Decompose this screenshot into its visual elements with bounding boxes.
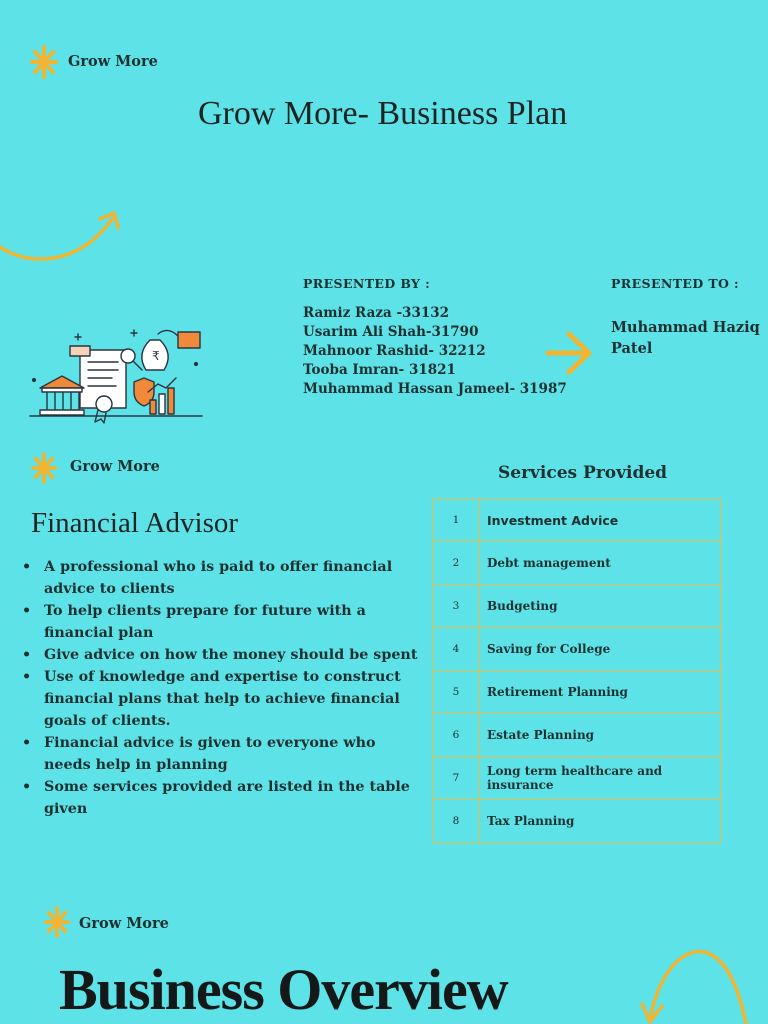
presenters-list [303,304,567,399]
sparkle-icon [30,451,58,485]
presenter-name: Muhammad Hassan Jameel- 31987 [303,381,567,397]
list-item: • Use of knowledge and expertise to construct financial plans that help to achieve financial goals of clients. [34,666,424,732]
list-item: • Financial advice is given to everyone who needs help in planning [34,732,424,776]
table-cell-service: Retirement Planning [479,671,722,714]
table-row [434,757,722,800]
sparkle-icon [43,905,71,939]
presented-to-name-line: Patel [611,340,653,357]
table-row [434,800,722,843]
list-item: • To help clients prepare for future with a financial plan [34,600,424,644]
table-cell-number: 2 [434,542,479,585]
table-cell-number: 3 [434,585,479,628]
presenter-name: Usarim Ali Shah-31790 [303,324,479,340]
table-cell-service: Budgeting [479,585,722,628]
services-title: Services Provided [498,463,668,483]
presenter-name: Tooba Imran- 31821 [303,362,456,378]
table-cell-number: 4 [434,628,479,671]
finance-illustration-icon [26,318,206,426]
table-row [434,671,722,714]
table-cell-number: 1 [434,499,479,542]
brand-label: Grow More [70,458,160,475]
section-title: Financial Advisor [31,507,239,539]
sparkle-icon [29,44,59,80]
table-cell-number: 7 [434,757,479,800]
table-cell-service: Investment Advice [479,499,722,542]
table-cell-service: Estate Planning [479,714,722,757]
advisor-bullet-list [22,556,424,820]
presented-by-label: PRESENTED BY : [303,276,431,291]
table-row [434,585,722,628]
list-item: • Some services provided are listed in the table given [34,776,424,820]
curved-arrow-icon [0,205,130,270]
presenter-name: Mahnoor Rashid- 32212 [303,343,486,359]
table-cell-service: Debt management [479,542,722,585]
list-item: • A professional who is paid to offer financial advice to clients [34,556,424,600]
table-cell-service: Saving for College [479,628,722,671]
presented-to-name [611,317,760,359]
table-row [434,499,722,542]
table-row [434,628,722,671]
presenter-name: Ramiz Raza -33132 [303,305,450,321]
brand-label: Grow More [79,915,169,932]
presented-to-name-line: Muhammad Haziq [611,319,760,336]
table-cell-number: 5 [434,671,479,714]
page-title: Grow More- Business Plan [198,95,568,132]
brand-label: Grow More [68,53,158,70]
presented-to-label: PRESENTED TO : [611,276,740,291]
table-cell-service: Long term healthcare and insurance [479,757,722,800]
curved-arrow-icon [640,944,760,1024]
services-table [433,498,722,843]
table-cell-service: Tax Planning [479,800,722,843]
svg-text:₹: ₹ [152,349,160,363]
table-row [434,542,722,585]
table-cell-number: 8 [434,800,479,843]
table-cell-number: 6 [434,714,479,757]
overview-title: Business Overview [59,957,508,1022]
right-arrow-icon [545,328,595,378]
list-item: • Give advice on how the money should be spent [34,644,424,666]
table-row [434,714,722,757]
